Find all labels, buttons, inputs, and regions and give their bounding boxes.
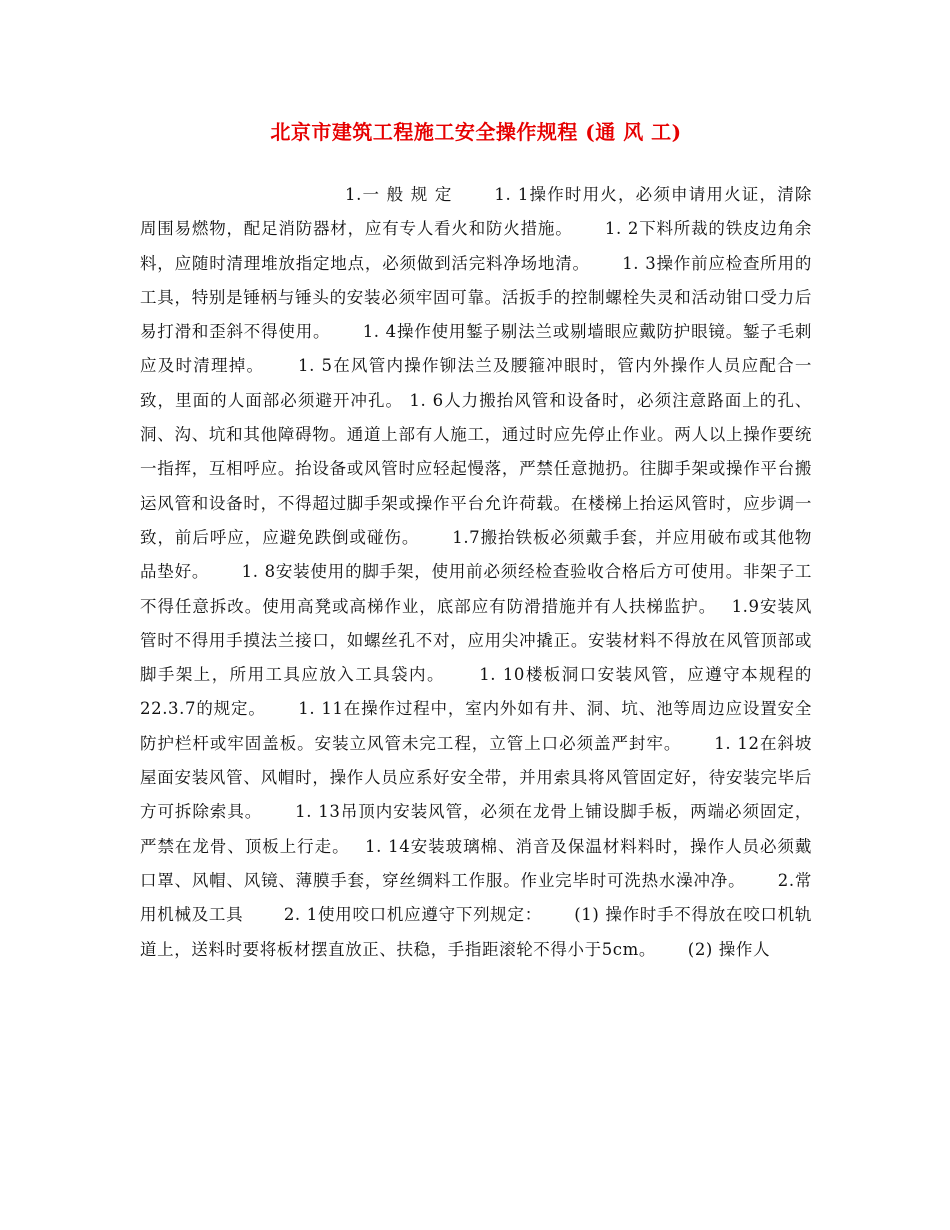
document-body: 1.一 般 规 定 1. 1操作时用火，必须申请用火证，清除周围易燃物，配足消防器材，应有专人看火和防火措施。 1. 2下料所裁的铁皮边角余料，应随时清理堆放指定地点，必须做到活完料净场地清。 1. 3操作前应检查所用的工具，特别是锤柄与锤头的安装必须牢固可靠。活扳手的控制螺栓失灵和活动钳口受力后易打滑和歪斜不得使用。 1. 4操作使用錾子剔法兰或剔墙眼应戴防护眼镜。錾子毛刺应及时清理掉。 1. 5在风管内操作铆法兰及腰箍冲眼时，管内外操作人员应配合一致，里面的人面部必须避开冲孔。 1. 6人力搬抬风管和设备时，必须注意路面上的孔、洞、沟、坑和其他障碍物。通道上部有人施工，通过时应先停止作业。两人以上操作要统一指挥，互相呼应。抬设备或风管时应轻起慢落，严禁任意抛扔。往脚手架或操作平台搬运风管和设备时，不得超过脚手架或操作平台允许荷载。在楼梯上抬运风管时，应步调一致，前后呼应，应避免跌倒或碰伤。 1.7搬抬铁板必须戴手套，并应用破布或其他物品垫好。 1. 8安装使用的脚手架，使用前必须经检查验收合格后方可使用。非架子工不得任意拆改。使用高凳或高梯作业，底部应有防滑措施并有人扶梯监护。 1.9安装风管时不得用手摸法兰接口，如螺丝孔不对，应用尖冲撬正。安装材料不得放在风管顶部或脚手架上，所用工具应放入工具袋内。 1. 10楼板洞口安装风管，应遵守本规程的22.3.7的规定。 1. 11在操作过程中，室内外如有井、洞、坑、池等周边应设置安全防护栏杆或牢固盖板。安装立风管未完工程，立管上口必须盖严封牢。 1. 12在斜坡屋面安装风管、风帽时，操作人员应系好安全带，并用索具将风管固定好，待安装完毕后方可拆除索具。 1. 13吊顶内安装风管，必须在龙骨上铺设脚手板，两端必须固定，严禁在龙骨、顶板上行走。 1. 14安装玻璃棉、消音及保温材料料时，操作人员必须戴口罩、风帽、风镜、薄膜手套，穿丝绸料工作服。作业完毕时可洗热水澡冲净。 2.常用机械及工具 2. 1使用咬口机应遵守下列规定： (1) 操作时手不得放在咬口机轨道上，送料时要将板材摆直放正、扶稳，手指距滚轮不得小于5cm。 (2) 操作人 — [140, 185, 812, 959]
document-title: 北京市建筑工程施工安全操作规程 (通 风 工) — [270, 120, 682, 144]
